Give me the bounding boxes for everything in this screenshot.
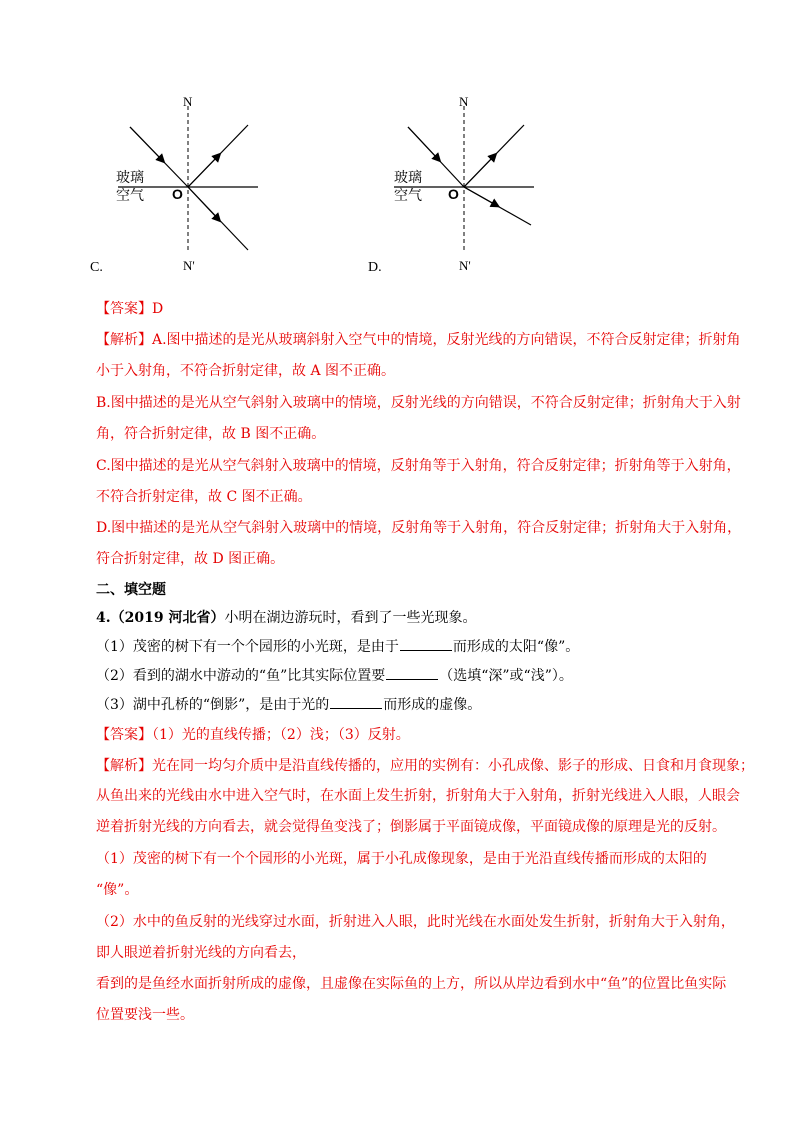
q3-analysis-line: B.图中描述的是光从空气斜射入玻璃中的情境，反射光线的方向错误，不符合反射定律；折射角大于入射 — [96, 395, 741, 411]
sub1-text-before: （1）茂密的树下有一个个园形的小光斑，是由于 — [96, 639, 399, 655]
refracted-arrow — [464, 187, 496, 205]
q4-analysis-line: 从鱼出来的光线由水中进入空气时，在水面上发生折射，折射角大于入射角，折射光线进入人眼，人眼会 — [96, 788, 740, 804]
reflected-arrow — [464, 156, 494, 187]
answer-blank[interactable] — [400, 636, 452, 651]
q4-answer — [96, 725, 736, 745]
option-c-label: C. — [90, 260, 103, 275]
normal-label-top: N — [183, 94, 193, 109]
incident-arrow — [408, 127, 438, 159]
glass-label: 玻璃 — [394, 170, 422, 186]
sub3-text-before: （3）湖中孔桥的“倒影”，是由于光的 — [96, 697, 330, 713]
q3-analysis-line — [96, 330, 741, 350]
q4-sub3 — [96, 694, 736, 715]
diagram-c — [110, 92, 270, 272]
q4-analysis-line: 位置要浅一些。 — [96, 1007, 194, 1023]
q3-analysis-line: 符合折射定律，故 D 图正确。 — [96, 551, 285, 567]
q3-analysis-line: D.图中描述的是光从空气斜射入玻璃中的情境，反射角等于入射角，符合反射定律；折射角大于入射角， — [96, 520, 742, 536]
q4-sub2 — [96, 665, 736, 686]
question-text: 小明在湖边游玩时，看到了一些光现象。 — [224, 610, 477, 626]
origin-label: O — [448, 186, 459, 202]
question-source: （2019 河北省） — [110, 610, 225, 626]
answer-label: 【答案】 — [96, 727, 152, 743]
q4-analysis-line: （2）水中的鱼反射的光线穿过水面，折射进入人眼，此时光线在水面处发生折射，折射角大于入射角， — [96, 914, 735, 930]
normal-label-bottom: N' — [183, 258, 195, 273]
sub2-text-before: （2）看到的湖水中游动的“鱼”比其实际位置要 — [96, 668, 386, 684]
diagram-d — [388, 92, 548, 272]
answer-value: （1）光的直线传播；（2）浅；（3）反射。 — [152, 727, 410, 743]
q4-analysis-line: 看到的是鱼经水面折射所成的虚像，且虚像在实际鱼的上方，所以从岸边看到水中“鱼”的位置比鱼实际 — [96, 976, 727, 992]
analysis-label: 【解析】 — [96, 758, 152, 774]
q4-sub1 — [96, 636, 736, 657]
q3-analysis-line: 小于入射角，不符合折射定律，故 A 图不正确。 — [96, 363, 396, 379]
answer-label: 【答案】 — [96, 301, 152, 317]
section-title: 二、填空题 — [96, 582, 166, 598]
q3-answer — [96, 299, 736, 319]
option-d-label: D. — [368, 260, 382, 275]
analysis-text: A.图中描述的是光从玻璃斜射入空气中的情境，反射光线的方向错误，不符合反射定律；折射角 — [152, 332, 741, 348]
q4-analysis-line: （1）茂密的树下有一个个园形的小光斑，属于小孔成像现象，是由于光沿直线传播而形成的太阳的 — [96, 851, 707, 867]
q3-analysis-line: C.图中描述的是光从空气斜射入玻璃中的情境，反射角等于入射角，符合反射定律；折射角等于入射角， — [96, 458, 741, 474]
answer-value: D — [152, 301, 164, 317]
analysis-text: 光在同一均匀介质中是沿直线传播的，应用的实例有：小孔成像、影子的形成、日食和月食现象； — [152, 758, 754, 774]
question-number: 4. — [96, 610, 111, 626]
reflected-arrow — [188, 156, 218, 187]
q4-analysis-line: 逆着折射光线的方向看去，就会觉得鱼变浅了；倒影属于平面镜成像，平面镜成像的原理是光的反射。 — [96, 819, 726, 835]
air-label: 空气 — [116, 188, 144, 204]
q4-stem — [96, 608, 736, 628]
sub2-text-after: （选填“深”或“浅”）。 — [439, 668, 573, 684]
air-label: 空气 — [394, 188, 422, 204]
sub1-text-after: 而形成的太阳“像”。 — [452, 639, 580, 655]
normal-label-bottom: N' — [459, 258, 471, 273]
q4-analysis-line: 即人眼逆着折射光线的方向看去， — [96, 945, 306, 961]
q3-analysis-line: 角，符合折射定律，故 B 图不正确。 — [96, 426, 326, 442]
glass-label: 玻璃 — [116, 170, 144, 186]
origin-label: O — [172, 186, 183, 202]
incident-arrow — [130, 127, 162, 160]
answer-blank[interactable] — [330, 694, 382, 709]
refracted-arrow — [188, 187, 218, 219]
sub3-text-after: 而形成的虚像。 — [383, 697, 482, 713]
analysis-label: 【解析】 — [96, 332, 152, 348]
q4-analysis-line: “像”。 — [96, 882, 139, 898]
q4-analysis-line — [96, 756, 754, 776]
answer-blank[interactable] — [386, 665, 438, 680]
q3-analysis-line: 不符合折射定律，故 C 图不正确。 — [96, 489, 312, 505]
normal-label-top: N — [459, 94, 469, 109]
